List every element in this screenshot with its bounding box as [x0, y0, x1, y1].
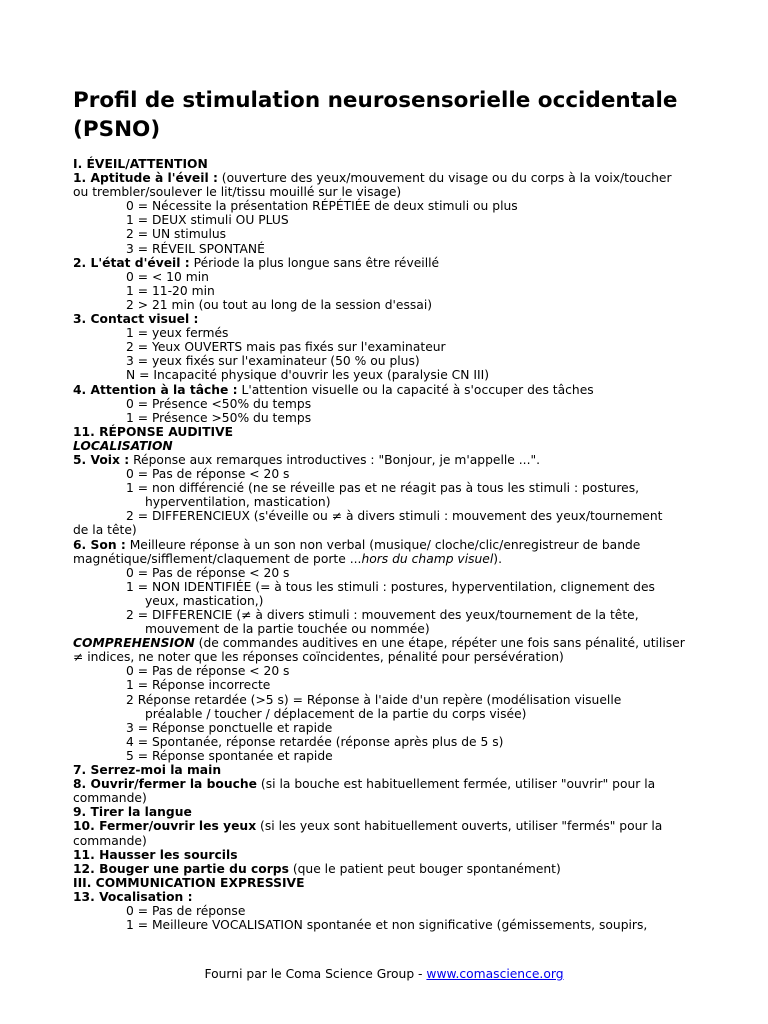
- option-comp-2-cont: préalable / toucher / déplacement de la partie du corps visée): [145, 706, 527, 721]
- option-5-1-cont: hyperventilation, mastication): [145, 495, 331, 510]
- footer-text: Fourni par le Coma Science Group -: [204, 967, 427, 981]
- option-6-1: 1 = NON IDENTIFIÉE (= à tous les stimuli : postures, hyperventilation, clignement des: [126, 579, 655, 594]
- item-9-langue: 9. Tirer la langue: [73, 805, 192, 820]
- option-13-0: 0 = Pas de réponse: [126, 903, 246, 918]
- item-1-text-cont: ou trembler/soulever le lit/tissu mouillé sur le visage): [73, 185, 402, 200]
- option-1-2: 2 = UN stimulus: [126, 227, 227, 242]
- document-title: Profil de stimulation neurosensorielle occidentale (PSNO): [73, 88, 678, 142]
- option-2-1: 1 = 11-20 min: [126, 283, 215, 298]
- option-3-1: 1 = yeux fermés: [126, 326, 229, 341]
- option-3-3: 3 = yeux fixés sur l'examinateur (50 % ou plus): [126, 354, 420, 369]
- option-3-n: N = Incapacité physique d'ouvrir les yeux (paralysie CN III): [126, 368, 490, 383]
- option-4-1: 1 = Présence >50% du temps: [126, 410, 312, 425]
- footer-link[interactable]: www.comascience.org: [426, 967, 564, 981]
- item-13-vocalisation: 13. Vocalisation :: [73, 889, 193, 904]
- item-4-attention-tache: 4. Attention à la tâche : L'attention visuelle ou la capacité à s'occuper des tâches: [73, 382, 594, 397]
- section-heading-auditive: 11. RÉPONSE AUDITIVE: [73, 424, 234, 439]
- option-5-0: 0 = Pas de réponse < 20 s: [126, 467, 290, 482]
- item-7-serrez-main: 7. Serrez-moi la main: [73, 763, 222, 778]
- document-body: [73, 157, 713, 932]
- option-1-0: 0 = Nécessite la présentation RÉPÉTIÉE de deux stimuli ou plus: [126, 199, 518, 214]
- item-11-sourcils: 11. Hausser les sourcils: [73, 847, 238, 862]
- section-heading-eveil: I. ÉVEIL/ATTENTION: [73, 157, 208, 171]
- page-footer: [0, 966, 768, 982]
- option-comp-2: 2 Réponse retardée (>5 s) = Réponse à l'aide d'un repère (modélisation visuelle: [126, 692, 622, 707]
- option-3-2: 2 = Yeux OUVERTS mais pas fixés sur l'examinateur: [126, 340, 446, 355]
- item-2-etat-eveil: 2. L'état d'éveil : Période la plus longue sans être réveillé: [73, 255, 440, 270]
- option-5-1: 1 = non différencié (ne se réveille pas et ne réagit pas à tous les stimuli : postures,: [126, 481, 640, 496]
- item-12-bouger: 12. Bouger une partie du corps (que le patient peut bouger spontanément): [73, 861, 561, 876]
- item-3-contact-visuel: 3. Contact visuel :: [73, 312, 199, 327]
- item-6-text-cont: magnétique/sifflement/claquement de porte ...hors du champ visuel).: [73, 551, 503, 566]
- subheading-comprehension: COMPREHENSION (de commandes auditives en une étape, répéter une fois sans pénalité, utiliser: [73, 636, 685, 651]
- section-heading-communication: III. COMMUNICATION EXPRESSIVE: [73, 875, 305, 890]
- option-1-1: 1 = DEUX stimuli OU PLUS: [126, 213, 289, 228]
- option-2-2: 2 > 21 min (ou tout au long de la session d'essai): [126, 297, 433, 312]
- option-13-1: 1 = Meilleure VOCALISATION spontanée et non significative (gémissements, soupirs,: [126, 918, 648, 933]
- option-comp-1: 1 = Réponse incorrecte: [126, 678, 271, 693]
- option-6-2-cont: mouvement de la partie touchée ou nommée): [145, 622, 430, 637]
- option-comp-0: 0 = Pas de réponse < 20 s: [126, 664, 290, 679]
- option-1-3: 3 = RÉVEIL SPONTANÉ: [126, 241, 265, 256]
- option-6-1-cont: yeux, mastication,): [145, 593, 264, 608]
- item-10-yeux: 10. Fermer/ouvrir les yeux (si les yeux sont habituellement ouverts, utiliser "fermés" pour la: [73, 819, 663, 834]
- option-5-2-cont: de la tête): [73, 523, 137, 538]
- subheading-localisation: LOCALISATION: [73, 438, 173, 453]
- item-8-bouche: 8. Ouvrir/fermer la bouche (si la bouche est habituellement fermée, utiliser "ouvrir" pour la: [73, 777, 656, 792]
- option-2-0: 0 = < 10 min: [126, 269, 209, 284]
- option-6-2: 2 = DIFFERENCIE (≠ à divers stimuli : mouvement des yeux/tournement de la tête,: [126, 608, 639, 622]
- option-6-0: 0 = Pas de réponse < 20 s: [126, 565, 290, 580]
- item-10-text-cont: commande): [73, 833, 147, 848]
- item-5-voix: 5. Voix : Réponse aux remarques introductives : "Bonjour, je m'appelle ...".: [73, 452, 541, 467]
- option-5-2: 2 = DIFFERENCIEUX (s'éveille ou ≠ à divers stimuli : mouvement des yeux/tournement: [126, 509, 663, 524]
- option-comp-5: 5 = Réponse spontanée et rapide: [126, 748, 333, 763]
- comprehension-text-cont: ≠ indices, ne noter que les réponses coïncidentes, pénalité pour persévération): [73, 650, 564, 665]
- item-6-son: 6. Son : Meilleure réponse à un son non verbal (musique/ cloche/clic/enregistreur de bande: [73, 537, 641, 552]
- option-comp-3: 3 = Réponse ponctuelle et rapide: [126, 720, 333, 735]
- item-1-aptitude: 1. Aptitude à l'éveil : (ouverture des yeux/mouvement du visage ou du corps à la voix/toucher: [73, 171, 672, 186]
- option-4-0: 0 = Présence <50% du temps: [126, 396, 312, 411]
- item-8-text-cont: commande): [73, 791, 147, 806]
- option-comp-4: 4 = Spontanée, réponse retardée (réponse après plus de 5 s): [126, 734, 504, 749]
